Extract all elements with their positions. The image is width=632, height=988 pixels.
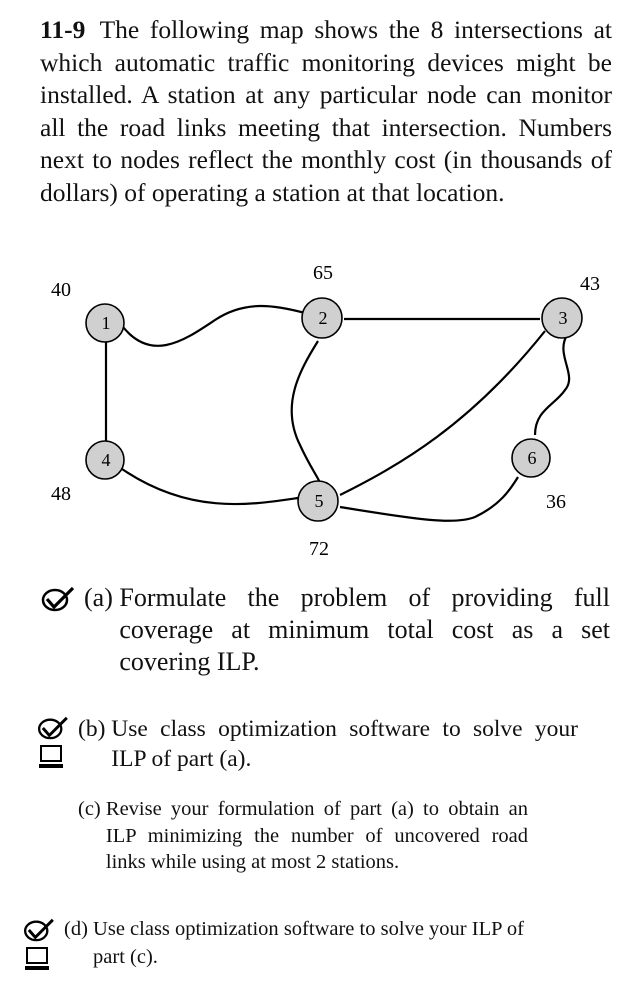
road-link-3-6: [535, 335, 569, 435]
node-2-id: 2: [318, 308, 328, 328]
problem-text: The following map shows the 8 intersections at which automatic traffic monitoring devices might be installed. A station at any particular node can monitor all the road links meeting that intersection. Numbers next to nodes reflect the monthly cost (in thousands of dollars) of operating a station at that location.: [40, 15, 612, 207]
road-network-map: [0, 255, 632, 565]
node-4-id: 4: [101, 450, 111, 470]
part-d-label: (d): [64, 918, 88, 940]
node-1-cost: 40: [51, 279, 71, 301]
computer-icon: [38, 744, 66, 770]
road-link-1-2: [120, 306, 305, 346]
part-c-label: (c): [78, 798, 101, 820]
part-b-text: Use class optimization software to solve your ILP of part (a).: [111, 716, 578, 772]
checkmark-icon: [22, 918, 56, 942]
node-3-cost: 43: [580, 273, 600, 295]
part-b: [78, 714, 578, 774]
node-6-cost: 36: [546, 491, 566, 513]
node-5-id: 5: [314, 491, 324, 511]
road-link-5-6: [340, 477, 518, 521]
computer-icon: [24, 946, 52, 972]
node-5-cost: 72: [309, 538, 329, 560]
road-link-4-5: [122, 469, 298, 504]
part-d-text: Use class optimization software to solve your ILP of part (c).: [93, 918, 524, 968]
part-d: [64, 916, 524, 971]
problem-statement: [40, 14, 612, 209]
part-b-label: (b): [78, 716, 106, 742]
part-a: [84, 582, 610, 678]
part-c-text: Revise your formulation of part (a) to obtain an ILP minimizing the number of uncovered road links while using at most 2 stations.: [105, 798, 528, 873]
part-a-label: (a): [84, 583, 113, 612]
road-link-3-5: [340, 331, 545, 495]
node-2-cost: 65: [313, 262, 333, 284]
part-c: [78, 796, 528, 876]
road-link-2-5: [292, 341, 320, 483]
node-6-id: 6: [527, 448, 537, 468]
part-a-text: Formulate the problem of providing full coverage at minimum total cost as a set covering ILP.: [119, 583, 610, 676]
checkmark-icon: [40, 586, 76, 612]
node-4-cost: 48: [51, 483, 71, 505]
node-1-id: 1: [101, 313, 111, 333]
checkmark-icon: [36, 716, 70, 740]
node-3-id: 3: [558, 308, 568, 328]
problem-number: 11-9: [40, 15, 86, 44]
